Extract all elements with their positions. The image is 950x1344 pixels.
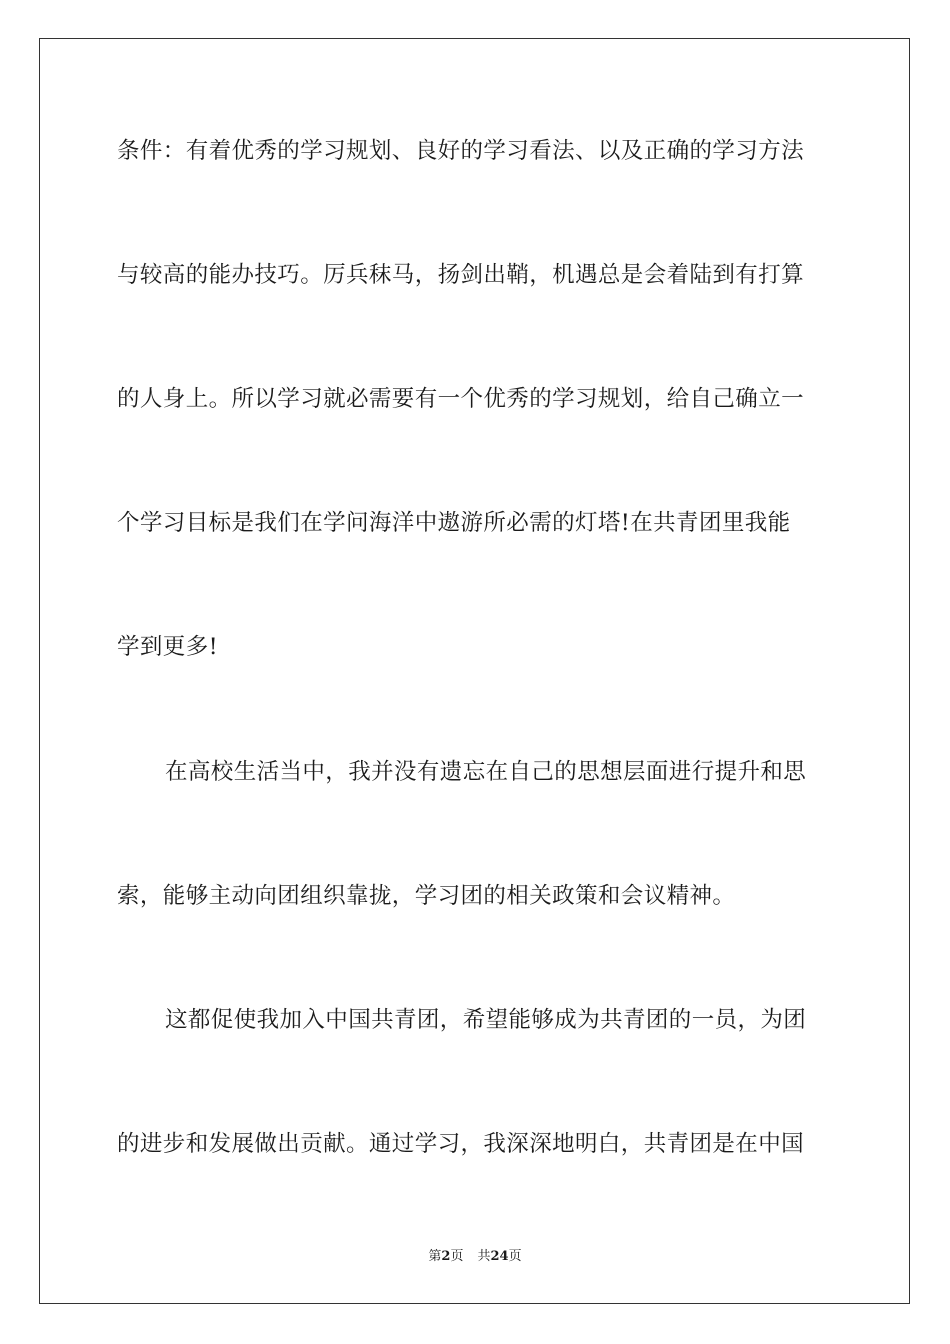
paragraph-2-line-1: 在高校生活当中，我并没有遗忘在自己的思想层面进行提升和思 — [165, 759, 807, 785]
total-prefix: 共 — [477, 1249, 491, 1264]
page-prefix: 第 — [428, 1249, 442, 1264]
page-footer — [0, 1248, 950, 1266]
paragraph-3-line-1: 这都促使我加入中国共青团，希望能够成为共青团的一员，为团 — [165, 1007, 807, 1033]
body-line-1: 条件：有着优秀的学习规划、良好的学习看法、以及正确的学习方法 — [117, 138, 805, 164]
paragraph-3-line-2: 的进步和发展做出贡献。通过学习，我深深地明白，共青团是在中国 — [117, 1131, 805, 1157]
total-suffix: 页 — [508, 1249, 522, 1264]
total-pages: 24 — [490, 1249, 509, 1264]
page-number: 2 — [441, 1249, 451, 1264]
paragraph-2-line-2: 索，能够主动向团组织靠拢，学习团的相关政策和会议精神。 — [117, 883, 736, 909]
page-border — [39, 38, 910, 1304]
body-line-3: 的人身上。所以学习就必需要有一个优秀的学习规划，给自己确立一 — [117, 386, 805, 412]
page-suffix: 页 — [450, 1249, 464, 1264]
body-line-4: 个学习目标是我们在学问海洋中遨游所必需的灯塔!在共青团里我能 — [117, 510, 791, 536]
body-line-5: 学到更多! — [117, 634, 219, 660]
body-line-2: 与较高的能办技巧。厉兵秣马，扬剑出鞘，机遇总是会着陆到有打算 — [117, 262, 805, 288]
